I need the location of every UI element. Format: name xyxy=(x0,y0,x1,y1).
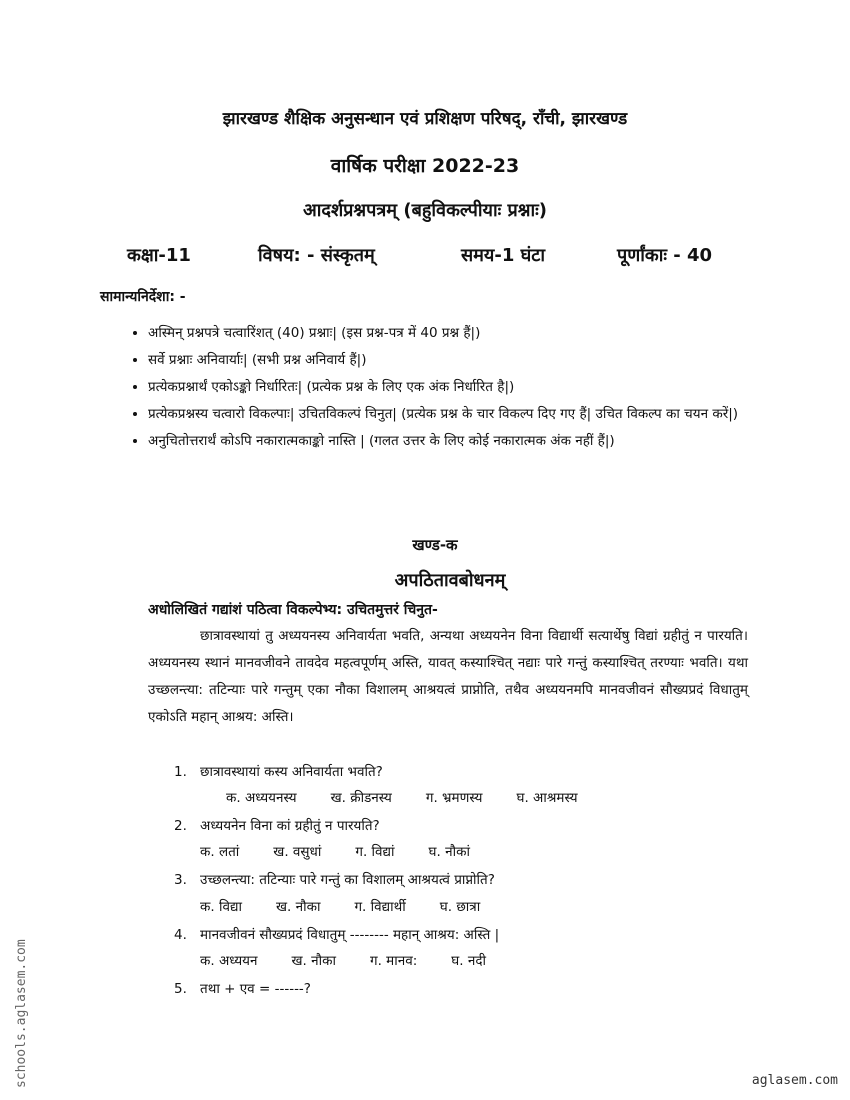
question-text: तथा + एव = ------? xyxy=(200,981,311,997)
section-label: खण्ड-क xyxy=(412,536,458,554)
passage-text: छात्रावस्थायां तु अध्ययनस्य अनिवार्यता भवति, अन्यथा अध्ययनेन विना विद्यार्थी सत्यार्थेषु विद्यां ग्रहीतुं न पारयति। अध्ययनस्य स्थानं मानवजीवने तावदेव महत्वपूर्णम् अस्ति, यावत् कस्याश्चित् नद्याः पारे गन्तुं कस्याश्चित् तरण्याः भवति। यथा उच्छलन्त्या: तटिन्याः पारे गन्तुम् एका नौका विशालम् आश्रयत्वं प्राप्नोति, तथैव अध्ययनमपि मानवजीवनं सौख्यप्रदं विधातुम् एकोऽति महान् आश्रय: अस्ति। xyxy=(148,628,748,725)
question-1 xyxy=(174,762,383,780)
question-text: छात्रावस्थायां कस्य अनिवार्यता भवति? xyxy=(200,764,383,780)
option: ख. क्रीडनस्य xyxy=(330,790,392,806)
paper-title: आदर्शप्रश्नपत्रम् (बहुविकल्पीयाः प्रश्नाः) xyxy=(302,200,547,221)
option: ग. विद्यां xyxy=(355,844,395,860)
instruction-item: • अनुचितोत्तरार्थं कोऽपि नकारात्मकाङ्को नास्ति | (गलत उत्तर के लिए कोई नकारात्मक अंक नहीं हैं|) xyxy=(148,428,788,455)
instruction-item: • अस्मिन् प्रश्नपत्रे चत्वारिंशत् (40) प्रश्नाः| (इस प्रश्न-पत्र में 40 प्रश्न हैं|) xyxy=(148,320,788,347)
instructions-list xyxy=(120,320,788,455)
question-5 xyxy=(174,979,311,997)
question-2 xyxy=(174,816,380,834)
instruction-item: • प्रत्येकप्रश्नस्य चत्वारो विकल्पाः| उचितविकल्पं चिनुत| (प्रत्येक प्रश्न के चार विकल्प दिए गए हैं| उचित विकल्प का चयन करें|) xyxy=(148,401,788,428)
option: ग. विद्यार्थी xyxy=(354,899,406,915)
passage-directive: अधोलिखितं गद्यांशं पठित्वा विकल्पेभ्य: उचितमुत्तरं चिनुत- xyxy=(148,602,438,618)
bottom-watermark: aglasem.com xyxy=(751,1073,838,1088)
board-title: झारखण्ड शैक्षिक अनुसन्धान एवं प्रशिक्षण परिषद्, राँची, झारखण्ड xyxy=(222,109,628,129)
option: घ. आश्रमस्य xyxy=(516,790,578,806)
option: घ. नौकां xyxy=(428,844,470,860)
question-text: अध्ययनेन विना कां ग्रहीतुं न पारयति? xyxy=(200,818,380,834)
option: ख. वसुधां xyxy=(273,844,322,860)
option: ग. भ्रमणस्य xyxy=(425,790,483,806)
option: ख. नौका xyxy=(275,899,321,915)
option: क. अध्ययन xyxy=(200,953,258,969)
question-number: 1. xyxy=(174,764,187,780)
exam-title: वार्षिक परीक्षा 2022-23 xyxy=(330,155,520,177)
option: क. विद्या xyxy=(200,899,242,915)
option: क. अध्ययनस्य xyxy=(226,790,297,806)
question-3 xyxy=(174,870,495,888)
question-text: मानवजीवनं सौख्यप्रदं विधातुम् -------- महान् आश्रय: अस्ति | xyxy=(200,927,500,943)
instruction-item: • सर्वे प्रश्नाः अनिवार्याः| (सभी प्रश्न अनिवार्य हैं|) xyxy=(148,347,788,374)
class-label: कक्षा-11 xyxy=(127,245,191,266)
side-watermark: schools.aglasem.com xyxy=(14,939,29,1088)
section-title: अपठितावबोधनम् xyxy=(394,570,506,591)
time-label: समय-1 घंटा xyxy=(461,245,546,266)
option: क. लतां xyxy=(200,844,240,860)
instruction-item: • प्रत्येकप्रश्नार्थं एकोऽङ्को निर्धारितः| (प्रत्येक प्रश्न के लिए एक अंक निर्धारित है|) xyxy=(148,374,788,401)
question-4-options xyxy=(200,951,520,969)
option: ख. नौका xyxy=(291,953,336,969)
question-number: 5. xyxy=(174,981,187,997)
question-1-options xyxy=(226,788,612,806)
option: ग. मानव: xyxy=(369,953,418,969)
marks-label: पूर्णांकाः - 40 xyxy=(617,245,713,266)
option: घ. छात्रा xyxy=(439,899,481,915)
question-number: 2. xyxy=(174,818,187,834)
question-number: 4. xyxy=(174,927,187,943)
instructions-title: सामान्यनिर्देशा: - xyxy=(100,289,186,305)
question-3-options xyxy=(200,897,514,915)
question-text: उच्छलन्त्या: तटिन्याः पारे गन्तुं का विशालम् आश्रयत्वं प्राप्नोति? xyxy=(200,872,495,888)
question-4 xyxy=(174,925,499,943)
option: घ. नदी xyxy=(451,953,487,969)
question-number: 3. xyxy=(174,872,187,888)
question-2-options xyxy=(200,842,504,860)
subject-label: विषय: - संस्कृतम् xyxy=(258,245,375,266)
